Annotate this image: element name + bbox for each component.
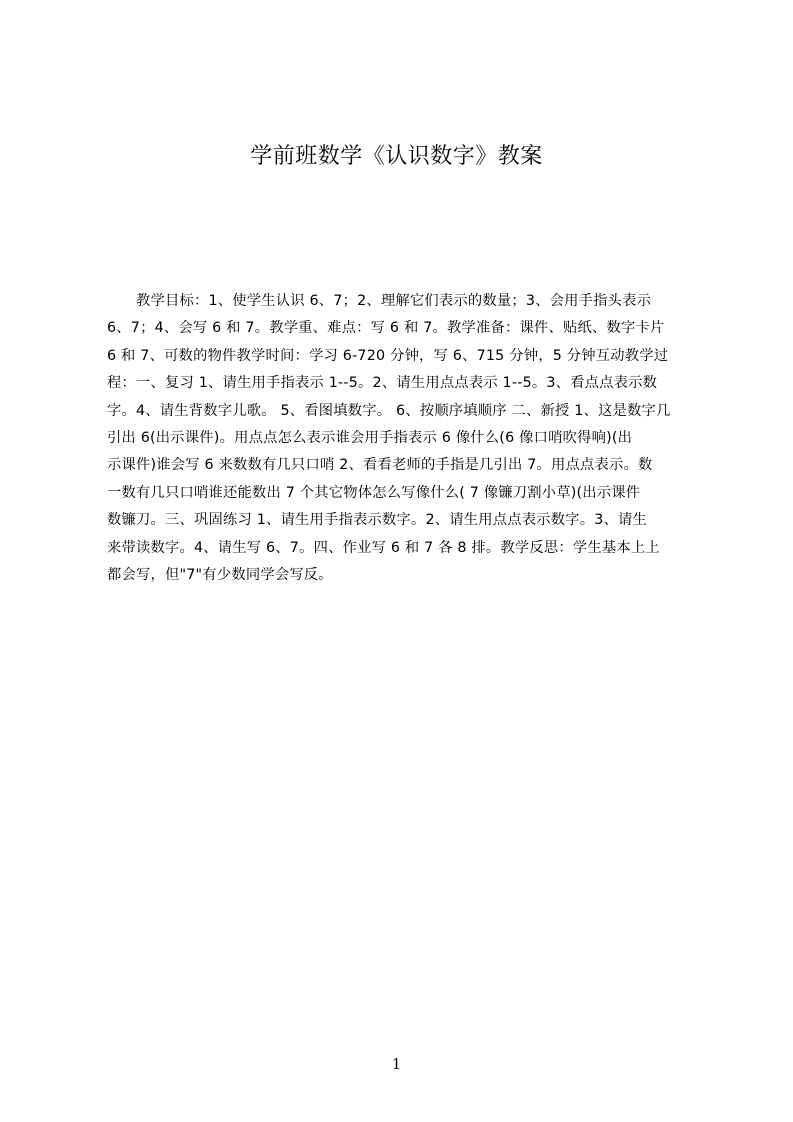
document-title: 学前班数学《认识数字》教案 — [250, 144, 543, 169]
page-number: 1 — [391, 1055, 402, 1073]
body-line: 程：一、复习 1、请生用手指表示 1--5。2、请生用点点表示 1--5。3、看点点表示数 — [107, 375, 658, 392]
body-line: 来带读数字。4、请生写 6、7。四、作业写 6 和 7 各 8 排。教学反思：学生基本上上 — [107, 539, 660, 556]
body-line: 一数有几只口哨谁还能数出 7 个其它物体怎么写像什么( 7 像镰刀割小草)(出示课件 — [107, 484, 641, 501]
body-line: 示课件)谁会写 6 来数数有几只口哨 2、看看老师的手指是几引出 7。用点点表示。数 — [107, 457, 653, 474]
body-line: 6 和 7、可数的物件教学时间：学习 6-720 分钟，写 6、715 分钟，5 分钟互动教学过 — [107, 347, 669, 364]
lesson-plan-body — [107, 288, 699, 589]
body-line: 字。4、请生背数字儿歌。 5、看图填数字。 6、按顺序填顺序 二、新授 1、这是数字几 — [107, 402, 671, 419]
body-line: 6、7；4、会写 6 和 7。教学重、难点：写 6 和 7。教学准备：课件、贴纸、数字卡片 — [107, 320, 665, 337]
body-line: 都会写，但"7"有少数同学会写反。 — [107, 566, 333, 583]
body-line: 教学目标：1、使学生认识 6、7；2、理解它们表示的数量；3、会用手指头表示 — [136, 293, 652, 309]
body-line: 引出 6(出示课件)。用点点怎么表示谁会用手指表示 6 像什么(6 像口哨吹得响)(出 — [107, 429, 633, 446]
body-line: 数镰刀。三、巩固练习 1、请生用手指表示数字。2、请生用点点表示数字。3、请生 — [107, 512, 648, 529]
